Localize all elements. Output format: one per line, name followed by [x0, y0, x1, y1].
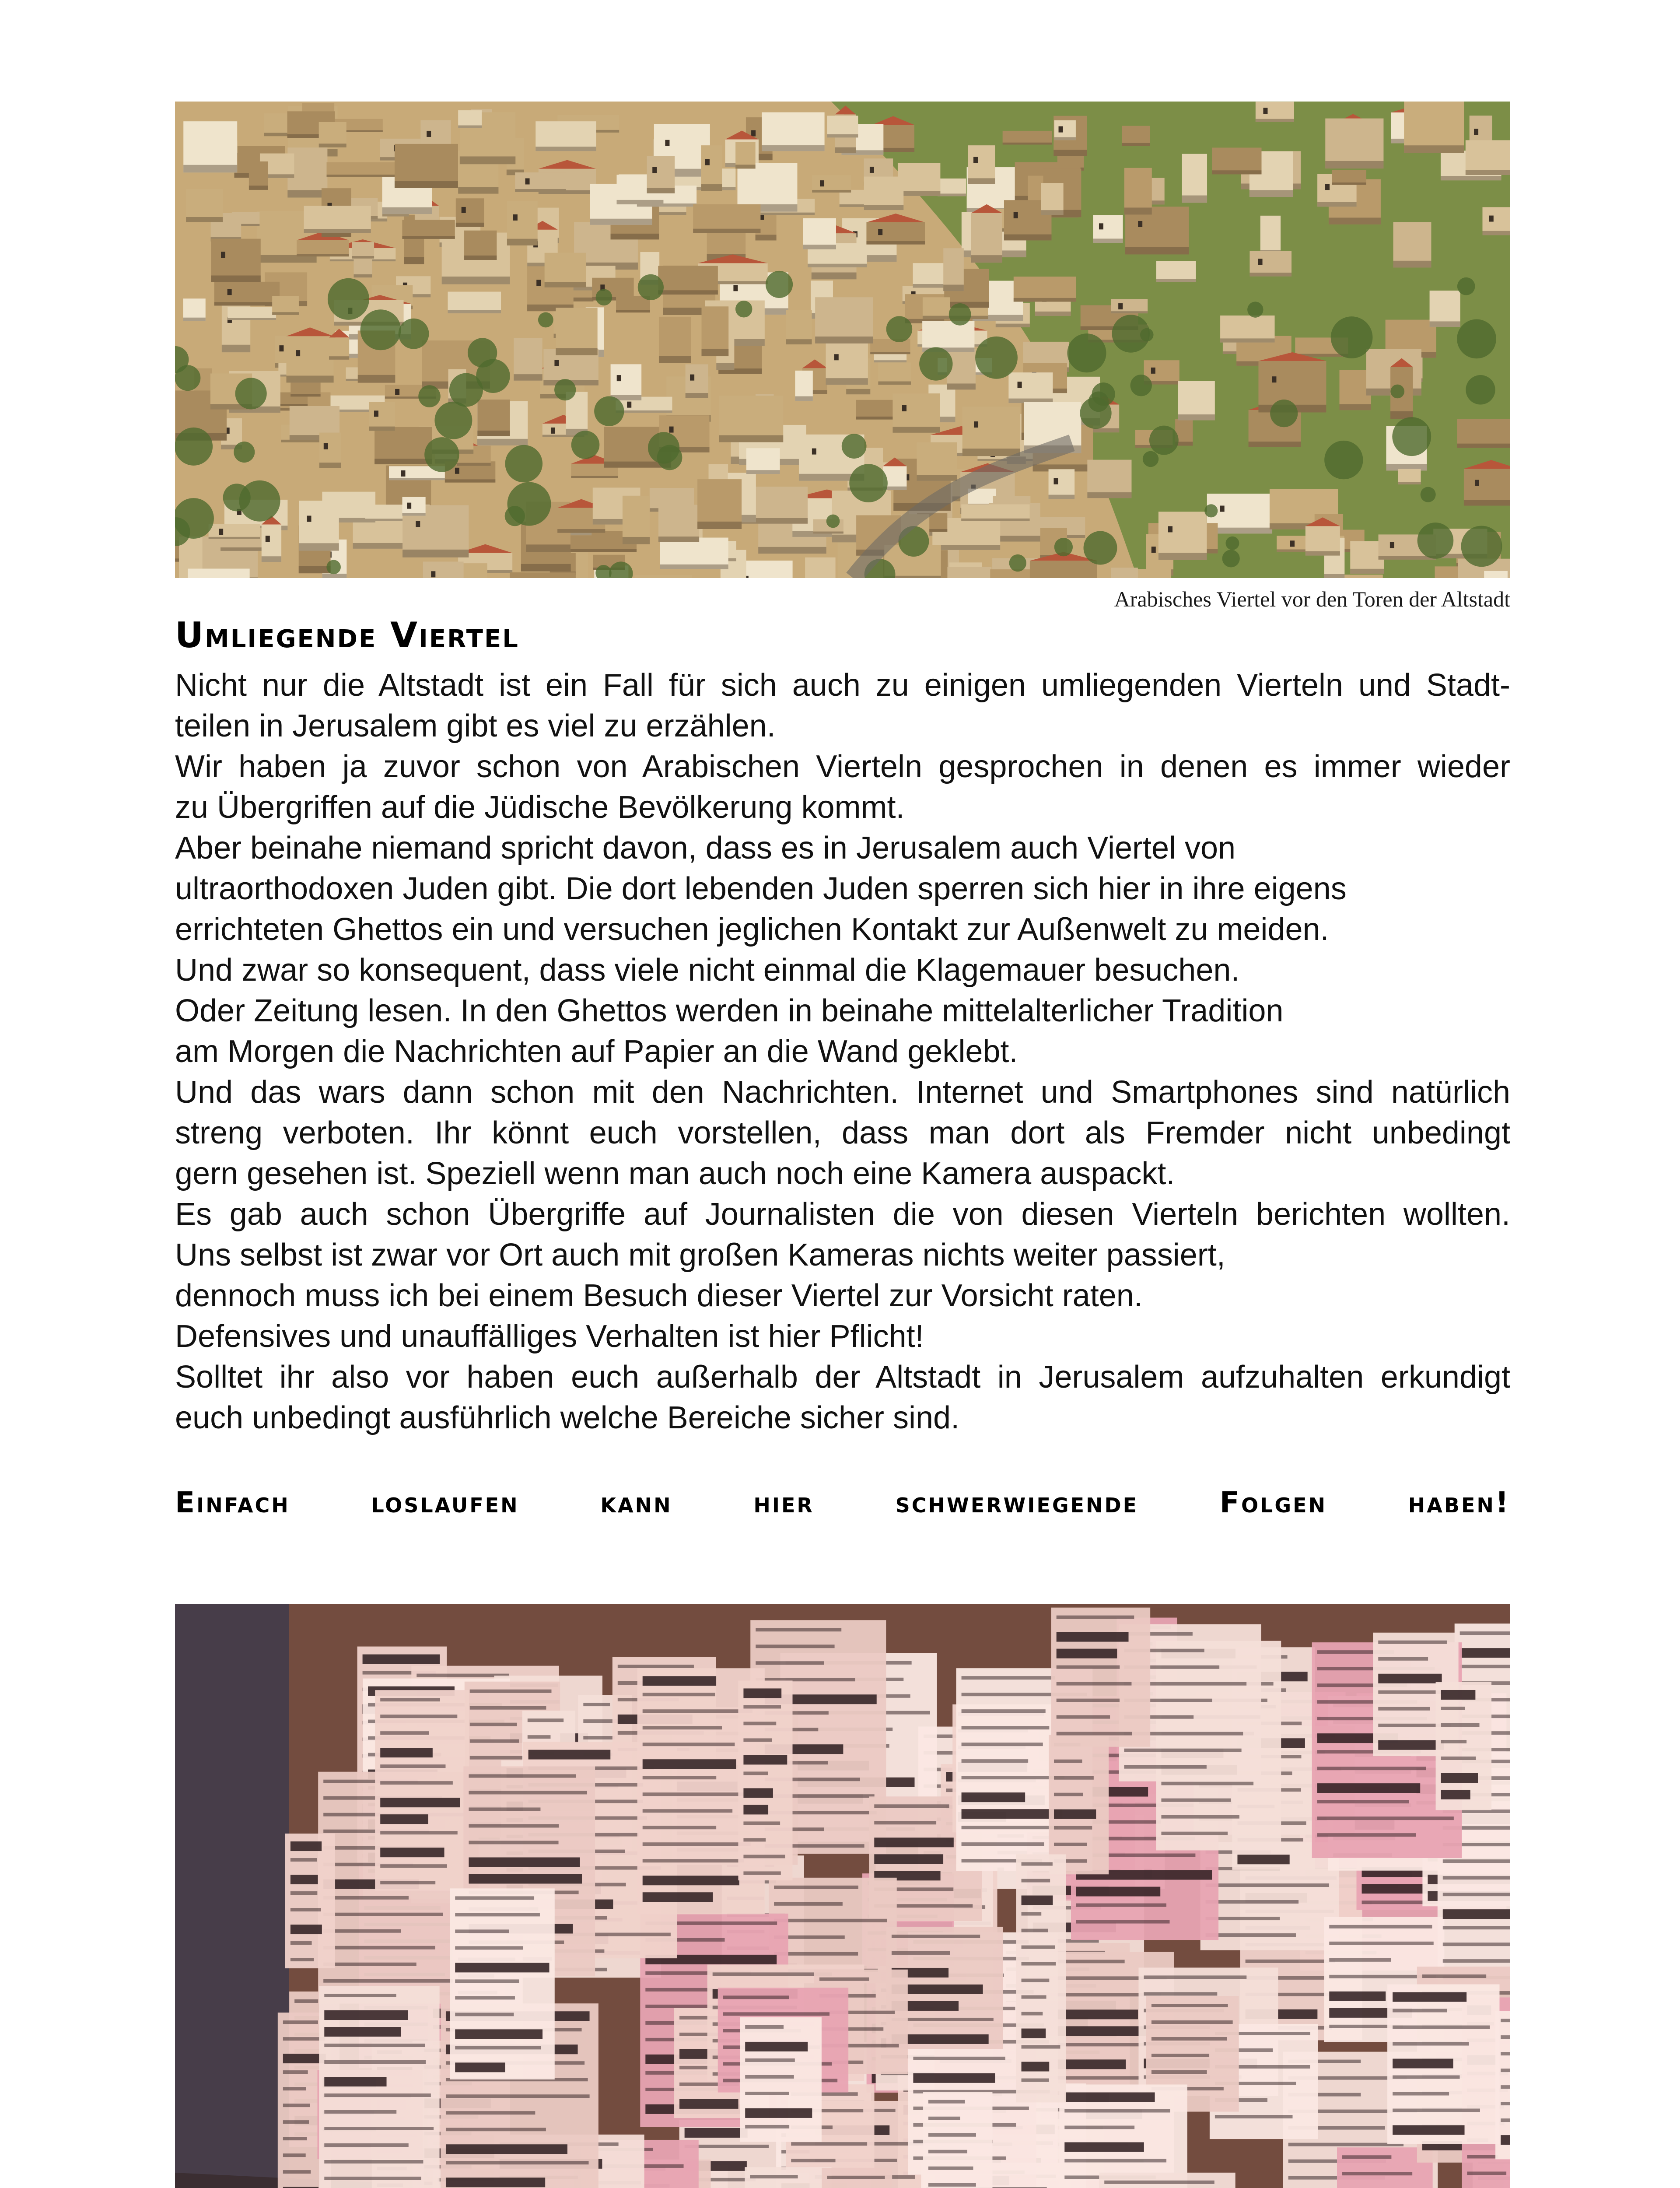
- body-line: Defensives und unauffälliges Verhalten ist hier Pflicht!: [175, 1319, 924, 1354]
- article-body: [175, 665, 1510, 1438]
- body-line: gern gesehen ist. Speziell wenn man auch noch eine Kamera auspackt.: [175, 1156, 1175, 1191]
- body-line: errichteten Ghettos ein und versuchen jeglichen Kontakt zur Außenwelt zu meiden.: [175, 912, 1329, 947]
- section-heading: Umliegende Viertel: [175, 615, 519, 656]
- body-line: Uns selbst ist zwar vor Ort auch mit großen Kameras nichts weiter passiert,: [175, 1238, 1225, 1273]
- body-line: euch unbedingt ausführlich welche Bereiche sicher sind.: [175, 1400, 960, 1435]
- photo-arab-quarter-image: [175, 102, 1510, 578]
- body-line: Und das wars dann schon mit den Nachrichten. Internet und Smartphones sind natürlich: [175, 1075, 1510, 1110]
- warning-callout: Einfach loslaufen kann hier schwerwiegende Folgen haben!: [175, 1486, 1510, 1519]
- body-line: Aber beinahe niemand spricht davon, dass es in Jerusalem auch Viertel von: [175, 831, 1236, 866]
- body-line: zu Übergriffen auf die Jüdische Bevölkerung kommt.: [175, 790, 905, 825]
- body-line: Oder Zeitung lesen. In den Ghettos werden in beinahe mittelalterlicher Tradition: [175, 993, 1284, 1028]
- body-line: Wir haben ja zuvor schon von Arabischen Vierteln gesprochen in denen es immer wieder: [175, 749, 1510, 784]
- body-line: Solltet ihr also vor haben euch außerhalb der Altstadt in Jerusalem aufzuhalten erkundigt: [175, 1360, 1510, 1395]
- body-line: ultraorthodoxen Juden gibt. Die dort lebenden Juden sperren sich hier in ihre eigens: [175, 871, 1347, 906]
- body-line: Nicht nur die Altstadt ist ein Fall für sich auch zu einigen umliegenden Vierteln und Stadt-: [175, 668, 1510, 703]
- photo-poster-wall-image: [175, 1604, 1510, 2188]
- body-line: Und zwar so konsequent, dass viele nicht einmal die Klagemauer besuchen.: [175, 953, 1240, 988]
- caption-arab-quarter: Arabisches Viertel vor den Toren der Altstadt: [1114, 587, 1510, 611]
- photo-arab-quarter: [175, 102, 1510, 578]
- body-line: teilen in Jerusalem gibt es viel zu erzählen.: [175, 708, 776, 743]
- body-line: streng verboten. Ihr könnt euch vorstellen, dass man dort als Fremder nicht unbedingt: [175, 1115, 1510, 1150]
- body-line: Es gab auch schon Übergriffe auf Journalisten die von diesen Vierteln berichten wollten.: [175, 1197, 1510, 1232]
- body-line: dennoch muss ich bei einem Besuch dieser Viertel zur Vorsicht raten.: [175, 1278, 1143, 1313]
- body-line: am Morgen die Nachrichten auf Papier an die Wand geklebt.: [175, 1034, 1018, 1069]
- photo-poster-wall: [175, 1604, 1510, 2188]
